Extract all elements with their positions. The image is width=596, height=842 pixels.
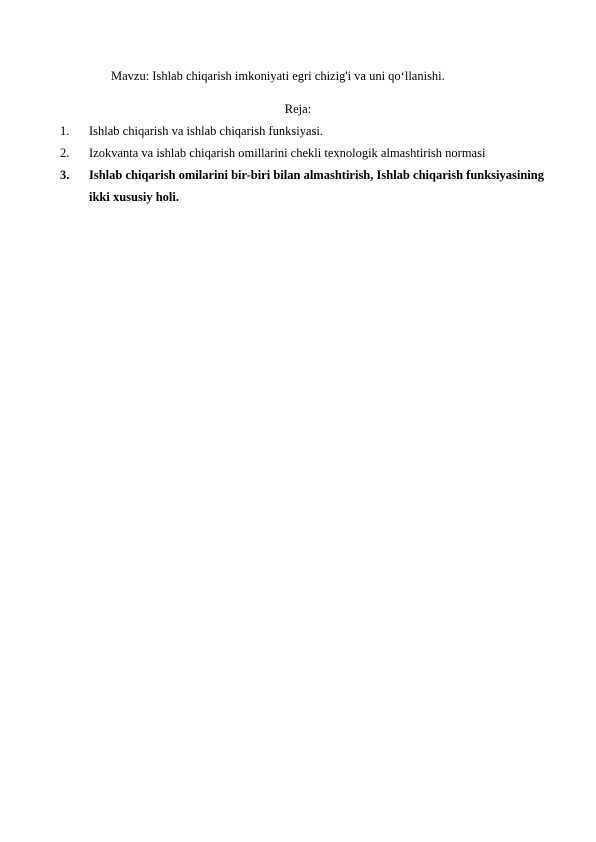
plan-title: Reja:: [284, 102, 312, 116]
plan-item-text: Izokvanta va ishlab chiqarish omillarini chekli texnologik almashtirish normasi: [89, 146, 486, 160]
plan-item-text: Ishlab chiqarish va ishlab chiqarish funksiyasi.: [89, 124, 323, 138]
plan-item-text: Ishlab chiqarish omilarini bir-biri bilan almashtirish, Ishlab chiqarish funksiyasining ikki xususiy holi.: [89, 168, 544, 204]
plan-item-number: 2.: [60, 146, 70, 160]
plan-item-2: [60, 142, 544, 164]
plan-list: [60, 120, 544, 208]
plan-item-number: 3.: [60, 168, 70, 182]
topic-heading: Mavzu: Ishlab chiqarish imkoniyati egri chizig'i va uni qo‘llanishi.: [111, 69, 445, 83]
plan-item-1: [60, 120, 544, 142]
plan-item-3: [60, 164, 544, 208]
plan-item-number: 1.: [60, 124, 70, 138]
